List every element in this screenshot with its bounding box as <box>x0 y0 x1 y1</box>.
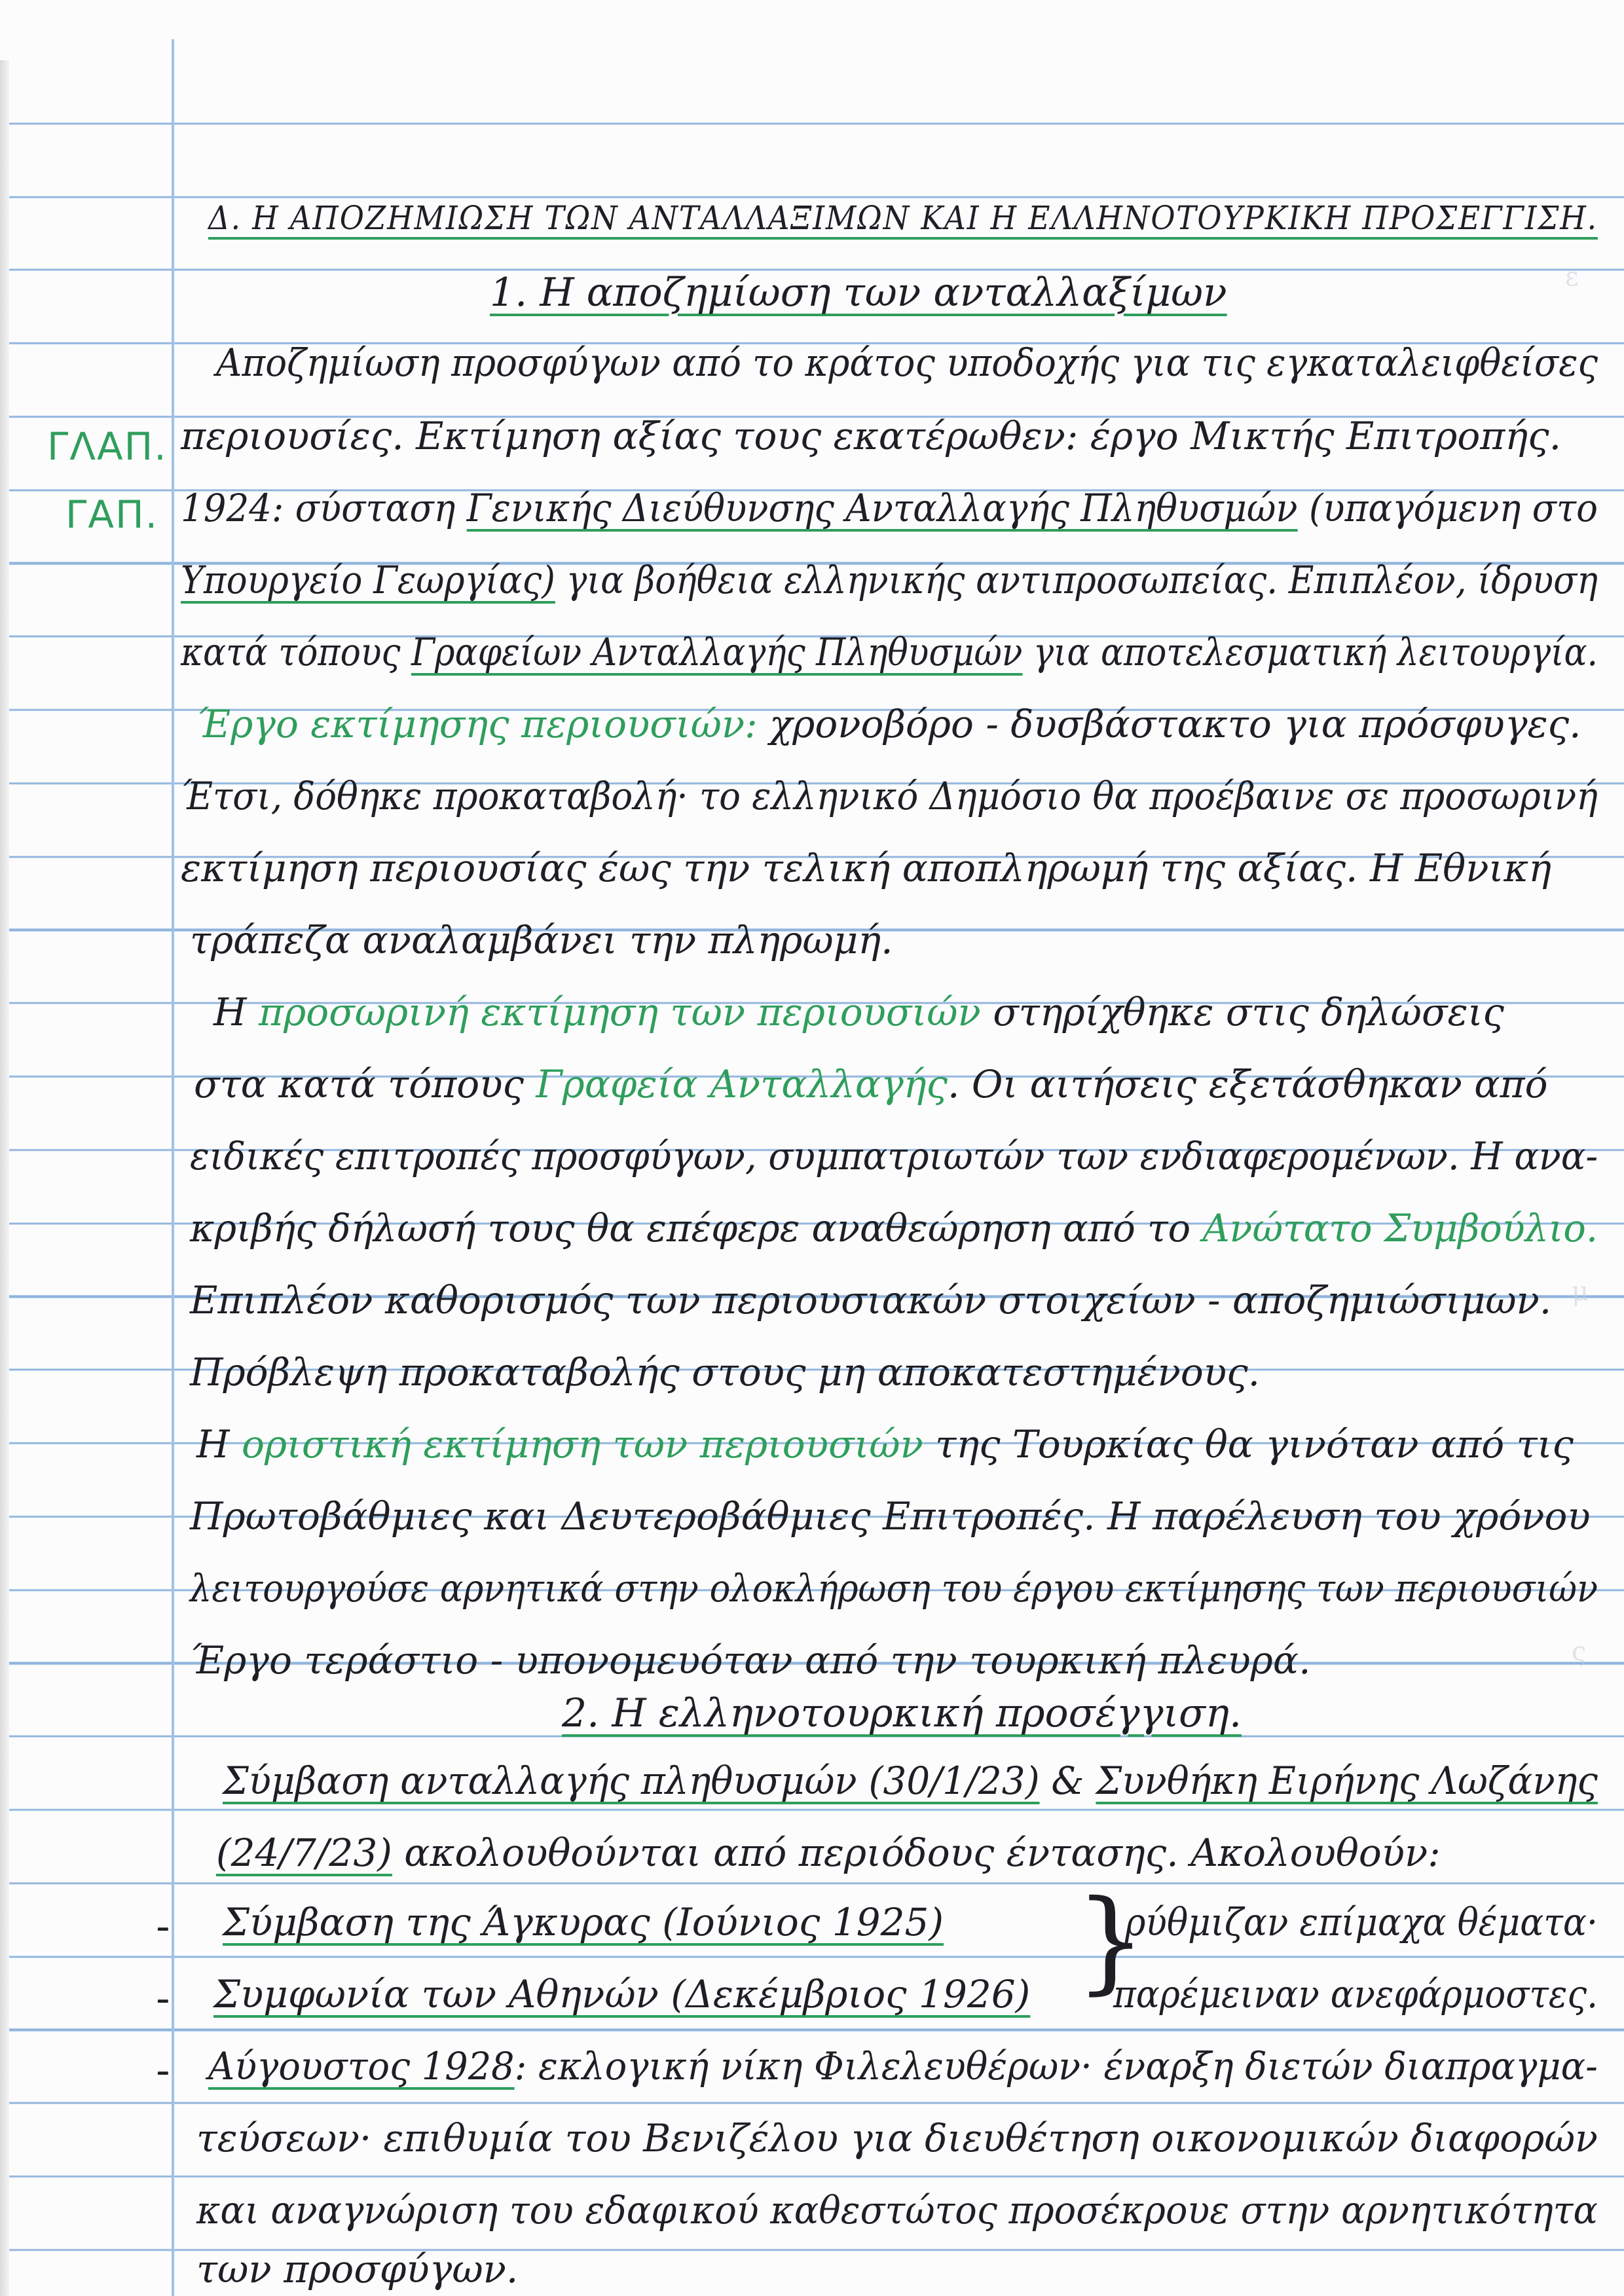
margin-note-glap: ΓΛΑΠ. <box>47 424 168 469</box>
exchange-convention: Σύμβαση ανταλλαγής πληθυσμών (30/1/23) <box>223 1758 1040 1803</box>
paragraph-4-line-3: λειτουργούσε αρνητικά στην ολοκλήρωση του έργου εκτίμησης των περιουσιών <box>190 1566 1598 1611</box>
paragraph-3-line-6: Πρόβλεψη προκαταβολής στους μη αποκατεστημένους. <box>190 1350 1261 1394</box>
bullet-3-line-2: τεύσεων· επιθυμία του Βενιζέλου για διευθέτηση οικονομικών διαφορών <box>196 2116 1598 2160</box>
paragraph-1-line-3 <box>181 486 1598 530</box>
date-august-1928: Αύγουστος 1928 <box>208 2044 515 2088</box>
page-title: Δ. Η ΑΠΟΖΗΜΙΩΣΗ ΤΩΝ ΑΝΤΑΛΛΑΞΙΜΩΝ ΚΑΙ Η ΕΛΛΗΝΟΤΟΥΡΚΙΚΗ ΠΡΟΣΕΓΓΙΣΗ. <box>208 199 1598 237</box>
general-directorate-name: Γενικής Διεύθυνσης Ανταλλαγής Πληθυσμών <box>466 486 1298 530</box>
bullet-ankara-convention: Σύμβαση της Άγκυρας (Ιούνιος 1925) <box>223 1900 944 1944</box>
bullet-athens-agreement: Συμφωνία των Αθηνών (Δεκέμβριος 1926) <box>213 1972 1031 2016</box>
bullet-3-line-4: των προσφύγων. <box>196 2247 519 2291</box>
line-text: στα κατά τόπους <box>194 1062 536 1106</box>
highlight-term: προσωρινή εκτίμηση των περιουσιών <box>259 990 981 1034</box>
line-text: : εκλογική νίκη Φιλελευθέρων· έναρξη διετών διαπραγμα- <box>514 2044 1598 2088</box>
line-text: Η <box>213 990 259 1034</box>
bullet-3-line-3: και αναγνώριση του εδαφικού καθεστώτος προσέκρουε στην αρνητικότητα <box>196 2188 1598 2232</box>
line-text: . Οι αιτήσεις εξετάσθηκαν από <box>947 1062 1548 1106</box>
line-text: της Τουρκίας θα γινόταν από τις <box>923 1422 1574 1467</box>
lausanne-date: (24/7/23) <box>216 1831 392 1875</box>
bleed-through-mark: ε <box>1565 262 1579 292</box>
paragraph-1-line-1: Αποζημίωση προσφύγων από το κράτος υποδοχής για τις εγκαταλειφθείσες <box>216 340 1598 385</box>
paragraph-5-line-1 <box>223 1758 1598 1803</box>
paragraph-1-line-4 <box>181 558 1598 602</box>
line-text: για αποτελεσματική λειτουργία. <box>1022 630 1598 674</box>
highlight-term: οριστική εκτίμηση των περιουσιών <box>242 1422 923 1467</box>
line-text: & <box>1039 1758 1096 1803</box>
bleed-through-mark: μ <box>1572 1277 1589 1307</box>
exchange-offices-name: Γραφείων Ανταλλαγής Πληθυσμών <box>411 630 1023 674</box>
section-1-heading: 1. Η αποζημίωση των ανταλλαξίμων <box>490 270 1227 316</box>
margin-line <box>172 39 174 2296</box>
line-text: Η <box>196 1422 242 1467</box>
binding-edge <box>0 60 9 2296</box>
paragraph-3-line-4 <box>190 1206 1598 1250</box>
paragraph-3-line-5: Επιπλέον καθορισμός των περιουσιακών στοιχείων - αποζημιώσιμων. <box>190 1278 1552 1322</box>
paragraph-3-line-2 <box>194 1062 1548 1106</box>
margin-note-gap: ΓΑΠ. <box>65 492 159 537</box>
paragraph-4-line-2: Πρωτοβάθμιες και Δευτεροβάθμιες Επιτροπές. Η παρέλευση του χρόνου <box>190 1494 1591 1539</box>
paragraph-1-line-2: περιουσίες. Εκτίμηση αξίας τους εκατέρωθεν: έργο Μικτής Επιτροπής. <box>181 414 1562 458</box>
ministry-name: Υπουργείο Γεωργίας) <box>181 558 555 602</box>
paragraph-2-line-1 <box>196 702 1581 746</box>
bleed-through-mark: ς <box>1572 1637 1587 1667</box>
date-1924: 1924: σύσταση <box>181 486 467 530</box>
paragraph-1-line-5 <box>181 630 1598 674</box>
highlight-term: Ανώτατο Συμβούλιο. <box>1202 1206 1598 1250</box>
line-text: κατά τόπους <box>181 630 412 674</box>
page-top-edge <box>0 0 1624 51</box>
bullet-3-line-1 <box>208 2044 1598 2088</box>
paragraph-3-line-1 <box>213 990 1504 1034</box>
curly-brace: } <box>1075 1876 1147 2006</box>
line-text: ακολουθούνται από περιόδους έντασης. Ακολουθούν: <box>392 1831 1441 1875</box>
line-text: χρονοβόρο - δυσβάστακτο για πρόσφυγες. <box>757 702 1581 746</box>
bullet-dash: - <box>156 1976 170 2022</box>
brace-note-2: παρέμειναν ανεφάρμοστες. <box>1113 1972 1598 2016</box>
paragraph-2-line-2: Έτσι, δόθηκε προκαταβολή· το ελληνικό Δημόσιο θα προέβαινε σε προσωρινή <box>181 774 1598 818</box>
paragraph-5-line-2 <box>216 1831 1441 1875</box>
line-text: για βοήθεια ελληνικής αντιπροσωπείας. Επιπλέον, ίδρυση <box>555 558 1598 602</box>
paragraph-4-line-1 <box>196 1422 1574 1467</box>
paragraph-4-line-4: Έργο τεράστιο - υπονομευόταν από την τουρκική πλευρά. <box>190 1638 1311 1683</box>
line-text: (υπαγόμενη στο <box>1297 486 1598 530</box>
section-2-heading: 2. Η ελληνοτουρκική προσέγγιση. <box>562 1690 1242 1736</box>
highlight-term: Γραφεία Ανταλλαγής <box>536 1062 948 1106</box>
paragraph-2-line-3: εκτίμηση περιουσίας έως την τελική αποπληρωμή της αξίας. Η Εθνική <box>181 846 1551 890</box>
line-text: στηρίχθηκε στις δηλώσεις <box>980 990 1504 1034</box>
line-text: κριβής δήλωσή τους θα επέφερε αναθεώρηση από το <box>190 1206 1203 1250</box>
highlight-term: Έργο εκτίμησης περιουσιών: <box>196 702 758 746</box>
brace-note-1: ρύθμιζαν επίμαχα θέματα· <box>1125 1900 1598 1944</box>
bullet-dash: - <box>156 2048 170 2094</box>
paragraph-2-line-4: τράπεζα αναλαμβάνει την πληρωμή. <box>190 918 893 962</box>
paragraph-3-line-3: ειδικές επιτροπές προσφύγων, συμπατριωτών των ενδιαφερομένων. Η ανα- <box>190 1134 1598 1178</box>
bullet-dash: - <box>156 1904 170 1950</box>
lausanne-treaty: Συνθήκη Ειρήνης Λωζάνης <box>1096 1758 1598 1803</box>
